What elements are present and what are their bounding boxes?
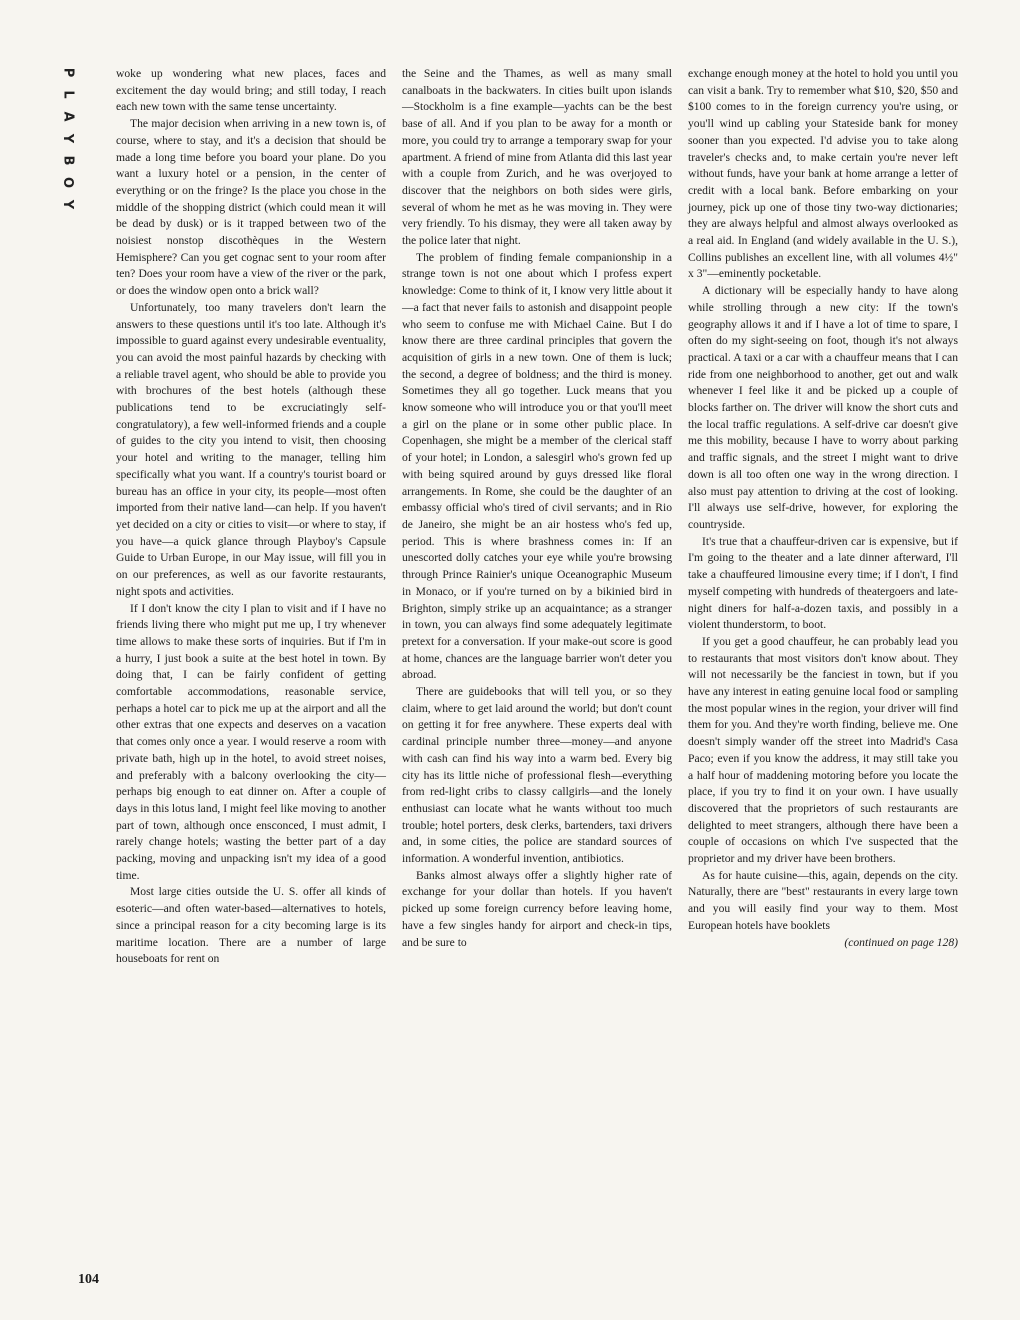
paragraph: Unfortunately, too many travelers don't learn the answers to these questions until it's too late. Although it's impossible to guard against every undesirable eventuality, you can avoid the most painful hazards by checking with a reliable travel agent, who should be able to provide you with brochures of the best hotels (although these publications tend to be excruciatingly self-congratulatory), a few well-informed friends and a couple of guides to the city you intend to visit, then choosing your hotel and writing to the manager, telling him specifically what you want. If a country's tourist board or bureau has an office in your city, its people—most often imported from their native land—can help. If you haven't yet decided on a city or cities to visit—or where to stay, if you have—a quick glance through Playboy's Capsule Guide to Urban Europe, in our May issue, will fill you in on our preferences, as well as our favorite restaurants, night spots and activities. — [116, 300, 386, 598]
masthead-letter: P — [60, 67, 76, 78]
text-column-2 — [402, 66, 672, 951]
paragraph: exchange enough money at the hotel to hold you until you can visit a bank. Try to remember what $10, $20, $50 and $100 comes to in the foreign currency you're using, or you'll wind up cabling your Stateside bank for money sooner than you expected. I'd advise you to take along traveler's checks and, to make certain you're never left without funds, have your bank at home arrange a letter of credit with a local bank. Before embarking on your journey, pick up one of those tiny two-way dictionaries; they are always helpful and almost always overlooked as a real aid. In England (and widely available in the U. S.), Collins publishes an excellent line, with all volumes 4½" x 3"—eminently pocketable. — [688, 67, 958, 281]
paragraph: It's true that a chauffeur-driven car is expensive, but if I'm going to the theater and a late dinner afterward, I'll take a chauffeured limousine every time; if I don't, I find myself competing with hundreds of theatergoers and late-night diners for half-a-dozen taxis, and possibly in a violent thunderstorm, to boot. — [688, 534, 958, 632]
text-column-1 — [116, 66, 386, 968]
paragraph: Banks almost always offer a slightly higher rate of exchange for your dollar than hotels. If you haven't picked up some foreign currency before leaving home, have a few singles handy for airport and check-in tips, and be sure to — [402, 868, 672, 949]
masthead-letter: O — [60, 176, 76, 189]
masthead-letter: A — [60, 111, 76, 122]
paragraph: There are guidebooks that will tell you, or so they claim, where to get laid around the world; but don't count on getting it for free anywhere. These experts deal with cardinal principle number three—money—and anyone with cash can find his way into a warm bed. Every big city has its little niche of professional flesh—everything from red-light cribs to classy callgirls—and the lonely enthusiast can locate what he wants without too much trouble; hotel porters, desk clerks, bartenders, taxi drivers and, in some cities, the police are standard sources of information. A wonderful invention, antibiotics. — [402, 685, 672, 866]
masthead-letter: B — [60, 155, 76, 166]
page-number: 104 — [78, 1272, 99, 1287]
masthead-letter: Y — [60, 199, 76, 210]
paragraph: The problem of finding female companionship in a strange town is not one about which I profess expert knowledge: Come to think of it, I know very little about it—a fact that never fails to astonish and disappoint people who seem to confuse me with Michael Caine. But I do know there are three cardinal principles that govern the acquisition of girls in a new town. One of them is luck; the second, a degree of boldness; and the third is money. Sometimes they all go together. Luck means that you know someone who will introduce you or that you'll meet a girl on the plane or in some other public place. In Copenhagen, she might be a member of the clerical staff of your hotel; in London, a salesgirl who's grown fed up with being squired around by guys dressed like floral arrangements. In Rome, she could be the daughter of an embassy official who's tired of civil servants; and in Rio de Janeiro, she might be an air hostess who's fed up, period. This is where brashness comes in: If an unescorted dolly catches your eye while you're browsing through Prince Rainier's unique Oceanographic Museum in Monaco, or if you're turned on by a bikinied bird in Brighton, simply strike up an acquaintance; as a stranger in town, you can always find some adequately legitimate pretext for a conversation. If your make-out score is good at home, chances are the language barrier won't deter you abroad. — [402, 250, 672, 682]
paragraph: A dictionary will be especially handy to have along while strolling through a new city: If the town's geography allows it and if I have a lot of time to spare, I often do my sight-seeing on foot, though it's not always practical. A taxi or a car with a chauffeur means that I can ride from one neighborhood to another, get out and walk whenever I feel like it and be picked up a couple of blocks farther on. The driver will know the short cuts and the local traffic regulations. A self-drive car doesn't give me this mobility, because I have to worry about parking and traffic signals, and the street I might want to drive down is all too often one way in the wrong direction. I also must pay attention to driving at the cost of looking. I'll always use self-drive, however, for exploring the countryside. — [688, 284, 958, 531]
paragraph: the Seine and the Thames, as well as many small canalboats in the backwaters. In cities built upon islands—Stockholm is a fine example—yachts can be the best base of all. And if you plan to be away for a month or more, you could try to arrange a temporary swap for your apartment. A friend of mine from Atlanta did this last year with a couple from Zurich, and he was overjoyed to discover that the neighbors on both sides were girls, several of whom he met as he was moving in. They were very friendly. To his dismay, they were all taken away by the police later that night. — [402, 67, 672, 248]
paragraph: The major decision when arriving in a new town is, of course, where to stay, and it's a decision that should be made a long time before you board your plane. Do you want a luxury hotel or a pension, in the center of everything or on the fringe? Is the place you chose in the middle of the shopping district (which could mean it will be dead by dusk) or is it trapped between two of the noisiest nonstop discothèques in the Western Hemisphere? Can you get cognac sent to your room after ten? Does your room have a view of the river or the park, or does the window open onto a brick wall? — [116, 117, 386, 298]
paragraph: Most large cities outside the U. S. offer all kinds of esoteric—and often water-based—alternatives to hotels, since a principal reason for a city becoming large is its maritime location. There are a number of large houseboats for rent on — [116, 885, 386, 966]
continued-note: (continued on page 128) — [844, 935, 958, 949]
masthead-letter: Y — [60, 133, 76, 144]
paragraph: If I don't know the city I plan to visit and if I have no friends living there who might put me up, I try whenever time allows to make these sorts of inquiries. But if I'm in a hurry, I just book a suite at the best hotel in town. By doing that, I can be fairly confident of getting comfortable accommodations, reasonable service, perhaps a hotel car to pick me up at the airport and all the other extras that one expects and deserves on a vacation that comes only once a year. I would reserve a room with private bath, high up in the hotel, to avoid street noises, and preferably with a balcony overlooking the city—perhaps big enough to eat dinner on. After a couple of days in this lotus land, I might feel like moving to another part of town, although once ensconced, I must admit, I rarely change hotels; wasting the better part of a day packing, moving and unpacking isn't my idea of a good time. — [116, 601, 386, 882]
text-column-3 — [688, 66, 958, 951]
paragraph: woke up wondering what new places, faces and excitement the day would bring; and still today, I reach each new town with the same tense uncertainty. — [116, 67, 386, 114]
paragraph: If you get a good chauffeur, he can probably lead you to restaurants that most visitors don't know about. They will not necessarily be the fanciest in town, but if you have any interest in eating genuine local food or sampling the most popular wines in the region, your driver will find them for you. And they're worth finding, believe me. One doesn't simply wander off the street into Madrid's Casa Paco; even if you know the address, it may still take you a half hour of maddening motoring before you locate the place, if you try to find it on your own. I have usually discovered that the proprietors of such restaurants are delighted to meet strangers, although there have been a couple of occasions on which I've suspected that the proprietor and my driver have been brothers. — [688, 634, 958, 866]
paragraph: As for haute cuisine—this, again, depends on the city. Naturally, there are "best" restaurants in every large town and you will easily find your way to them. Most European hotels have booklets — [688, 868, 958, 932]
playboy-masthead — [52, 66, 84, 220]
masthead-letter: L — [60, 90, 76, 99]
